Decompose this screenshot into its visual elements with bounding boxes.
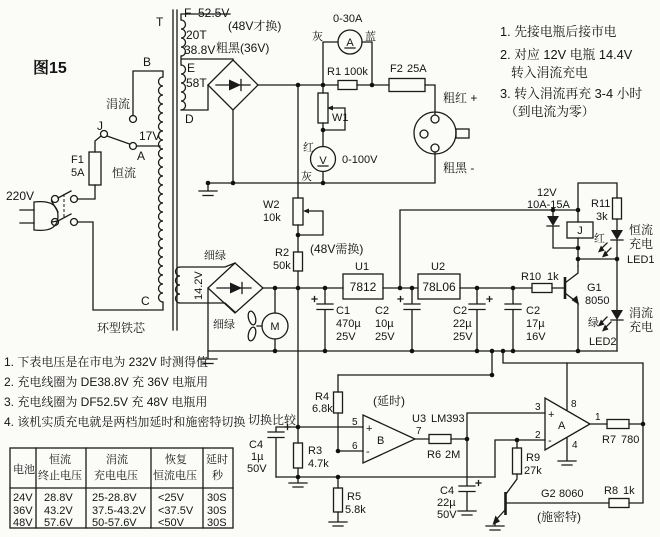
label-tap-d: D xyxy=(185,112,194,126)
label-r1: R1 xyxy=(327,66,342,78)
table-header-cc-2: 终止电压 xyxy=(38,470,82,482)
label-c2b-value: 22µ xyxy=(453,318,472,330)
label-thin-green-bottom: 细绿 xyxy=(213,319,235,331)
label-r3-value: 4.7k xyxy=(308,458,329,470)
table-header-delay-1: 延时 xyxy=(206,454,228,466)
label-c4b: C4 xyxy=(440,485,455,497)
label-17v: 17V xyxy=(139,129,161,143)
label-f2-value: 25A xyxy=(407,63,427,75)
label-r7: R7 xyxy=(602,434,617,446)
label-g2: G2 xyxy=(541,488,556,500)
label-aux-voltage: 14.2V xyxy=(193,271,205,300)
label-r2-value: 50k xyxy=(273,260,291,272)
label-turns-58t: 58T xyxy=(186,76,207,90)
label-c4b-value: 22µ xyxy=(437,497,456,509)
label-constant: 恒流 xyxy=(112,166,137,180)
pin-4: 4 xyxy=(572,440,578,451)
label-thin-green-top: 细绿 xyxy=(204,250,226,262)
cell-battery-48: 48V xyxy=(13,517,33,529)
pin-1: 1 xyxy=(595,412,601,423)
motor-symbol: M xyxy=(270,321,280,333)
label-r2: R2 xyxy=(275,247,290,259)
label-gray-wire-ammeter: 灰 xyxy=(312,31,323,43)
instruction-2: 2. 对应 12V 电瓶 14.4V xyxy=(500,47,633,62)
label-blue-wire: 蓝 xyxy=(365,31,376,43)
pin-5: 5 xyxy=(352,417,358,428)
label-r3: R3 xyxy=(308,445,323,457)
label-c2a-voltage: 25V xyxy=(375,331,395,343)
label-tap-f-voltage: 52.5V xyxy=(198,6,230,20)
labels xyxy=(4,6,655,524)
label-c2a-value: 10µ xyxy=(375,318,394,330)
label-c1-value: 470µ xyxy=(336,318,361,330)
label-turns-20t: 20T xyxy=(186,28,207,42)
table-row xyxy=(13,505,227,517)
label-r6-value: 2M xyxy=(445,449,461,461)
label-led2-color: 绿 xyxy=(588,317,599,329)
label-c2a: C2 xyxy=(375,305,390,317)
label-u2-chip: 78L06 xyxy=(422,280,456,294)
cell-battery-24: 24V xyxy=(13,492,33,504)
label-f2: F2 xyxy=(390,63,403,75)
label-r10-value: 1k xyxy=(547,271,559,283)
label-r6: R6 xyxy=(427,449,442,461)
opamp-b-symbol: B xyxy=(377,435,385,447)
label-r8-value: 1k xyxy=(623,485,635,497)
voltmeter-symbol: V xyxy=(319,155,327,167)
label-w2: W2 xyxy=(263,199,280,211)
relay-symbol: J xyxy=(577,225,583,237)
label-delay: (延时) xyxy=(373,394,405,408)
cell-cc-48: 57.6V xyxy=(44,517,73,529)
label-voltmeter-range: 0-100V xyxy=(342,154,378,166)
table-header-trickle-1: 涓流 xyxy=(106,454,128,466)
label-ammeter-range: 0-30A xyxy=(333,13,363,25)
cell-trickle-36: 37.5-43.2V xyxy=(92,505,146,517)
label-u1-chip: 7812 xyxy=(349,280,377,294)
label-tap-f: F xyxy=(184,6,192,20)
table-header-battery: 电池 xyxy=(13,464,35,476)
table-header-recover-2: 恒流电压 xyxy=(153,470,197,482)
opb-minus: - xyxy=(366,446,370,458)
label-c1: C1 xyxy=(336,305,351,317)
cell-recover-48: <50V xyxy=(158,517,184,529)
pin-6: 6 xyxy=(352,441,358,452)
label-r9-value: 27k xyxy=(524,465,542,477)
voltage-table xyxy=(10,448,233,529)
label-red-wire-voltmeter: 红 xyxy=(303,142,314,154)
label-led2: LED2 xyxy=(589,336,617,348)
ammeter-symbol: A xyxy=(346,37,354,49)
label-r7-value: 780 xyxy=(621,434,640,446)
label-u1: U1 xyxy=(355,261,370,273)
label-led2-mode-a: 涓流 xyxy=(629,306,654,320)
label-c2b: C2 xyxy=(453,305,468,317)
note-4: 4. 该机实质充电就是两档加延时和施密特切换 xyxy=(4,415,246,429)
label-r9: R9 xyxy=(526,452,541,464)
opamp-a-symbol: A xyxy=(558,420,566,432)
cell-delay-48: 30S xyxy=(207,517,227,529)
label-wire-black-36v: 粗黑(36V) xyxy=(216,41,270,55)
table-row xyxy=(13,517,227,529)
label-w2-value: 10k xyxy=(263,212,281,224)
label-supply-12v: 12V xyxy=(537,187,557,199)
label-u3-chip: LM393 xyxy=(431,413,465,425)
label-c2b-voltage: 25V xyxy=(453,331,473,343)
label-led1-mode-a: 恒流 xyxy=(629,223,654,237)
cell-recover-36: <37.5V xyxy=(158,505,194,517)
label-c2c-voltage: 16V xyxy=(526,331,546,343)
label-r11-value: 3k xyxy=(596,211,608,223)
cell-delay-24: 30S xyxy=(207,492,227,504)
label-plug-negative: 粗黑 - xyxy=(443,161,475,175)
label-core-t: T xyxy=(156,15,164,29)
label-gray-wire-voltmeter: 灰 xyxy=(301,171,312,183)
label-r10: R10 xyxy=(521,271,542,283)
label-contact-j: J xyxy=(97,119,103,133)
opb-plus: + xyxy=(366,423,373,435)
label-tap-c: C xyxy=(141,294,150,308)
label-r4: R4 xyxy=(315,391,330,403)
label-w1: W1 xyxy=(332,112,349,124)
label-led1-mode-b: 充电 xyxy=(629,237,654,251)
label-c1-voltage: 25V xyxy=(336,331,356,343)
label-switch-compare: 切换比较 xyxy=(248,413,297,427)
label-c2c-value: 17µ xyxy=(526,318,545,330)
pin-3: 3 xyxy=(535,402,541,413)
cell-battery-36: 36V xyxy=(13,505,33,517)
label-f1: F1 xyxy=(71,154,84,166)
label-led1-color: 红 xyxy=(594,233,605,245)
label-led1: LED1 xyxy=(627,254,655,266)
label-relay-rating: 10A-15A xyxy=(527,199,570,211)
note-2: 2. 充电线圈为 DE38.8V 充 36V 电瓶用 xyxy=(4,375,209,389)
instruction-3: 3. 转入涓流再充 3-4 小时 xyxy=(500,86,643,101)
table-header-recover-1: 恢复 xyxy=(165,454,187,466)
note-1: 1. 下表电压是在市电为 232V 时测得值 xyxy=(4,355,209,369)
instruction-3b: （到电流为零） xyxy=(505,104,595,119)
label-u2: U2 xyxy=(431,261,446,273)
label-tap-a: A xyxy=(137,149,146,163)
label-voltage-388: 38.8V xyxy=(184,43,216,57)
pin-2: 2 xyxy=(535,430,541,441)
label-r11: R11 xyxy=(591,198,611,210)
label-u3: U3 xyxy=(412,413,427,425)
label-tap-e: E xyxy=(187,61,196,75)
instruction-1: 1. 先接电瓶后接市电 xyxy=(500,24,617,39)
label-plug-positive: 粗红 + xyxy=(443,91,478,105)
label-g1: G1 xyxy=(587,282,602,294)
cell-cc-36: 43.2V xyxy=(44,505,73,517)
label-f1-value: 5A xyxy=(71,167,85,179)
label-toroid-core: 环型铁芯 xyxy=(97,321,146,335)
figure-label: 图15 xyxy=(33,60,67,77)
label-g1-value: 8050 xyxy=(585,295,610,307)
label-g2-value: 8060 xyxy=(559,488,584,500)
label-c4a: C4 xyxy=(249,439,264,451)
note-3: 3. 充电线圈为 DF52.5V 充 48V 电瓶用 xyxy=(4,395,208,409)
table-header-cc-1: 恒流 xyxy=(49,454,71,466)
table-header-delay-2: 秒 xyxy=(212,470,223,482)
label-trickle: 涓流 xyxy=(106,97,131,111)
cell-delay-36: 30S xyxy=(207,505,227,517)
opa-plus: + xyxy=(548,409,555,421)
cell-cc-24: 28.8V xyxy=(44,492,73,504)
label-c4b-voltage: 50V xyxy=(437,509,457,521)
label-mains-voltage: 220V xyxy=(6,189,35,203)
label-r8: R8 xyxy=(604,485,619,497)
instruction-2b: 转入涓流充电 xyxy=(511,65,588,80)
opa-minus: - xyxy=(548,435,552,447)
note-48v-change: (48V需换) xyxy=(310,242,364,256)
label-r5-value: 5.8k xyxy=(345,504,366,516)
note-48v-swap: (48V才换) xyxy=(228,19,282,33)
table-row xyxy=(13,492,227,504)
table-header-trickle-2: 充电电压 xyxy=(94,470,138,482)
cell-trickle-24: 25-28.8V xyxy=(92,492,137,504)
cell-recover-24: <25V xyxy=(158,492,184,504)
label-c2c: C2 xyxy=(526,305,541,317)
label-tap-b: B xyxy=(143,55,152,69)
pin-7: 7 xyxy=(416,426,422,437)
label-r4-value: 6.8k xyxy=(312,403,333,415)
label-c4a-voltage: 50V xyxy=(247,463,267,475)
label-led2-mode-b: 充电 xyxy=(629,320,654,334)
label-schmitt: (施密特) xyxy=(537,510,581,524)
label-r1-value: 100k xyxy=(344,66,368,78)
label-r5: R5 xyxy=(347,491,362,503)
cell-trickle-48: 50-57.6V xyxy=(92,517,137,529)
label-c4a-value: 1µ xyxy=(251,451,264,463)
pin-8: 8 xyxy=(571,399,577,410)
